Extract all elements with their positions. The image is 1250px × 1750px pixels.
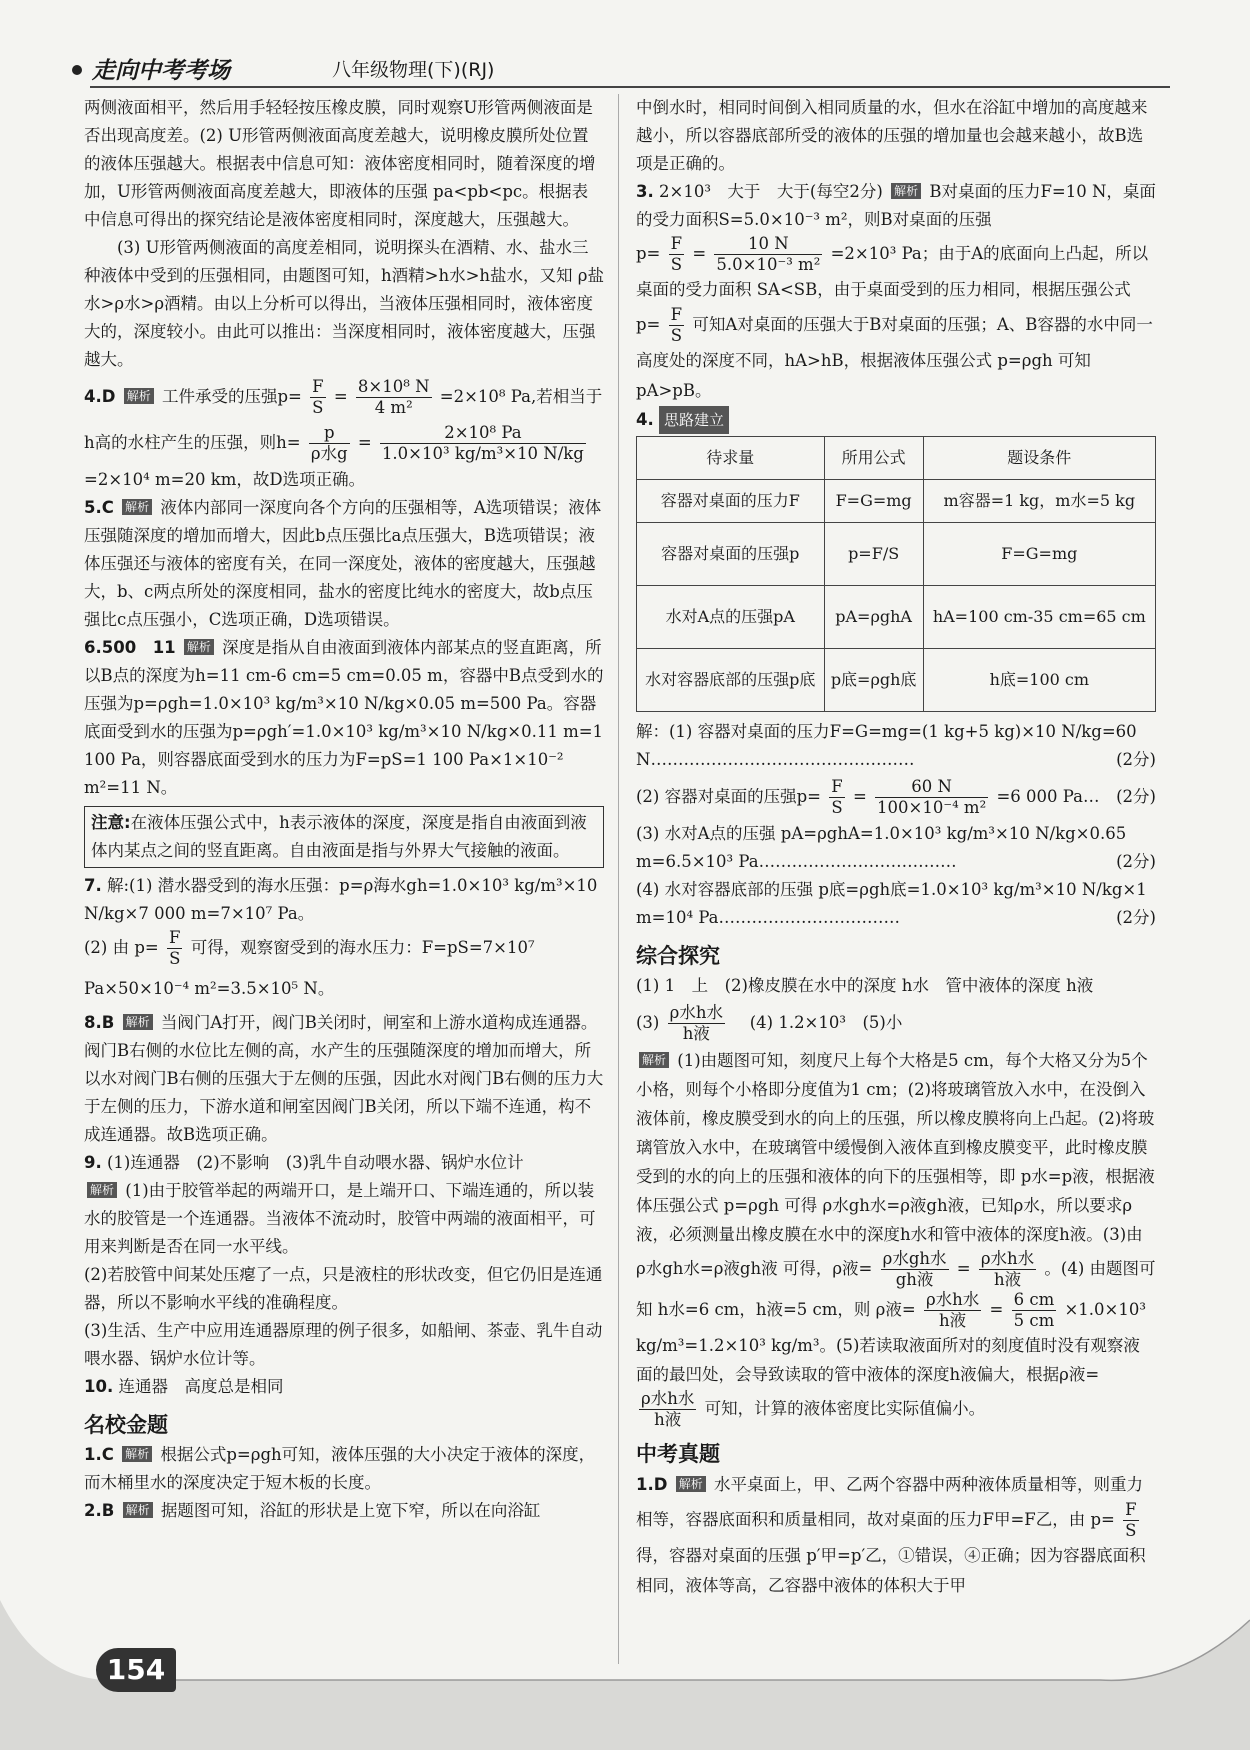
answer-4: [84, 374, 604, 420]
denominator: S: [831, 798, 843, 817]
answer-number: 9.: [84, 1153, 102, 1172]
answer-m3-cont: [636, 234, 1156, 406]
text: 可得，观察窗受到的海水压力：F=pS=7×10⁷ Pa×50×10⁻⁴ m²=3.5×10⁵ N。: [84, 938, 535, 998]
text: p=: [636, 244, 661, 263]
denominator: S: [1125, 1521, 1137, 1540]
text: 当阀门A打开，阀门B关闭时，闸室和上游水道构成连通器。阀门B右侧的水位比左侧的高，水产生的压强随深度的增加而增大，所以水对阀门B右侧的压强大于左侧的压强，因此水对阀门B右侧的压力大于左侧的压力，下游水道和闸室因阀门B关闭，所以下端不连通，构不成连通器。故B选项正确。: [84, 1013, 604, 1144]
paragraph: (1) 1 上 (2)橡皮膜在水中的深度 h水 管中液体的深度 h液: [636, 976, 1094, 995]
numerator: 10 N: [714, 234, 822, 255]
text: 连通器 高度总是相同: [118, 1377, 284, 1396]
page-header: [72, 52, 1172, 88]
table-row: [637, 649, 1156, 712]
fraction: [356, 377, 432, 418]
numerator: F: [1125, 1500, 1137, 1519]
answer-number: 5.C: [84, 498, 114, 517]
denominator: h液: [939, 1311, 967, 1330]
answer-8: [84, 1009, 604, 1149]
thinking-tag: 思路建立: [659, 406, 729, 434]
text: 根据公式p=ρgh可知，液体压强的大小决定于液体的深度，而木桶里水的深度决定于短木板的长度。: [84, 1445, 596, 1492]
denominator: gh液: [895, 1270, 934, 1289]
analysis-tag: 解析: [123, 1502, 153, 1518]
table-header: 所用公式: [824, 437, 923, 480]
text: ×1.0×10³ kg/m³=1.2×10³ kg/m³。(5)若读取液面所对的刻度值时没有观察液面的最凹处，会导致读取的管中液体的深度h液偏大，根据ρ液=: [636, 1300, 1146, 1384]
table-cell: pA=ρghA: [824, 586, 923, 649]
numerator: ρ水h水: [669, 1003, 723, 1022]
numerator: F: [831, 777, 843, 796]
answer-number: 2.B: [84, 1501, 115, 1520]
fraction: [639, 1389, 696, 1430]
text: (4) 水对容器底部的压强 p底=ρgh底=1.0×10³ kg/m³×10 N/kg×1 m=10⁴ Pa……………………………: [636, 880, 1147, 927]
answer-line: [636, 1000, 1156, 1046]
series-title: 走向中考考场: [92, 58, 230, 84]
denominator: S: [670, 326, 683, 345]
denominator: h液: [682, 1024, 710, 1043]
note-text: 在液体压强公式中，h表示液体的深度，深度是指自由液面到液体内某点之间的竖直距离。自由液面是指与外界大气接触的液面。: [91, 813, 587, 860]
left-column: [84, 94, 604, 1525]
table-cell: hA=100 cm-35 cm=65 cm: [923, 586, 1155, 649]
numerator: ρ水h水: [980, 1249, 1035, 1268]
table-row: [637, 523, 1156, 586]
text: (3) 水对A点的压强 pA=ρghA=1.0×10³ kg/m³×10 N/kg×0.65 m=6.5×10³ Pa………………………………: [636, 824, 1127, 871]
answer-m1: [84, 1441, 604, 1497]
answer-number: 7.: [84, 876, 102, 895]
solution-3: [636, 820, 1156, 876]
text: 得，容器对桌面的压强 p′甲=p′乙，①错误，④正确；因为容器底面积相同，液体等高，乙容器中液体的体积大于甲: [636, 1546, 1146, 1595]
fraction: [1012, 1290, 1057, 1331]
denominator: S: [312, 398, 324, 417]
table-cell: 容器对桌面的压力F: [637, 480, 825, 523]
numerator: F: [312, 377, 324, 396]
text: 2×10³ 大于 大于(每空2分): [659, 182, 883, 201]
solution-4: [636, 876, 1156, 932]
text: (1)连通器 (2)不影响 (3)乳牛自动喂水器、锅炉水位计: [107, 1153, 524, 1172]
text: 。(4) 由题图可知 h水=6 cm，h液=5 cm，则 ρ液=: [636, 1259, 1156, 1319]
table-cell: h底=100 cm: [923, 649, 1155, 712]
fraction: [668, 1003, 725, 1044]
fraction: [167, 928, 182, 969]
answer-7-cont: [84, 928, 604, 1009]
score: (2分): [1116, 750, 1156, 769]
paragraph: =2×10⁴ m=20 km，故D选项正确。: [84, 470, 366, 489]
answer-number: 4.D: [84, 387, 116, 406]
paragraph: 中倒水时，相同时间倒入相同质量的水，但水在浴缸中增加的高度越来越小，所以容器底部所受的液体的压强的增加量也会越来越小，故B选项是正确的。: [636, 98, 1148, 173]
table-row: [637, 586, 1156, 649]
text: =: [333, 387, 348, 406]
denominator: 4 m²: [374, 398, 413, 417]
section-heading: 中考真题: [636, 1442, 720, 1466]
analysis-tag: 解析: [124, 388, 154, 404]
column-divider: [618, 94, 619, 1664]
numerator: 2×10⁸ Pa: [380, 423, 586, 444]
answer-number: 3.: [636, 182, 654, 201]
numerator: ρ水h水: [641, 1389, 695, 1408]
numerator: ρ水gh水: [882, 1249, 947, 1268]
right-column: [636, 94, 1156, 1601]
section-heading: 名校金题: [84, 1413, 168, 1437]
table-cell: 水对A点的压强pA: [637, 586, 825, 649]
score: (2分): [1116, 908, 1156, 927]
denominator: S: [169, 949, 181, 968]
fraction: [309, 423, 350, 464]
answer-number: 1.C: [84, 1445, 114, 1464]
numerator: p: [309, 423, 350, 444]
text: (1)由题图可知，刻度尺上每个大格是5 cm，每个大格又分为5个小格，则每个小格即分度值为1 cm；(2)将玻璃管放入水中，在没倒入液体前，橡皮膜受到水的向上的压强，所以橡皮膜将向上凸起。(2)将玻璃管放入水中，在玻璃管中缓慢倒入液体直到橡皮膜变平，此时橡皮膜受到的水的向上的压强和液体的向下的压强相等，即 p水=p液，根据液体压强公式 p=ρgh 可得 ρ水gh水=ρ液gh液，已知ρ水，所以要求ρ液，必须测量出橡皮膜在水中的深度h水和管中液体的深度h液。(3)由 ρ水gh水=ρ液gh液 可得，ρ液=: [636, 1051, 1155, 1278]
denominator: h液: [654, 1410, 682, 1429]
analysis-tag: 解析: [123, 1014, 153, 1030]
table-cell: p=F/S: [824, 523, 923, 586]
fraction: [924, 1290, 981, 1331]
analysis-tag: 解析: [639, 1052, 669, 1068]
analysis-table: [636, 436, 1156, 712]
text: 解:(1) 潜水器受到的海水压强：p=ρ海水gh=1.0×10³ kg/m³×10 N/kg×7 000 m=7×10⁷ Pa。: [84, 876, 598, 923]
answer-9: [84, 1149, 604, 1177]
numerator: F: [670, 234, 683, 253]
table-row: [637, 480, 1156, 523]
analysis-tag: 解析: [891, 183, 921, 199]
text: =: [852, 787, 867, 806]
text: 液体内部同一深度向各个方向的压强相等，A选项错误；液体压强随深度的增加而增大，因此b点压强比a点压强大，B选项错误；液体压强还与液体的密度有关，在同一深度处，液体的密度越大，压强越大，b、c两点所处的深度相同，盐水的密度比纯水的密度大，故b点压强比c点压强小，C选项正确，D选项错误。: [84, 498, 602, 629]
numerator: 60 N: [875, 777, 988, 798]
text: =: [956, 1259, 971, 1278]
fraction: [875, 777, 988, 818]
answer-m2: [84, 1497, 604, 1525]
text: =: [989, 1300, 1004, 1319]
paragraph: (3) U形管两侧液面的高度差相同，说明探头在酒精、水、盐水三种液体中受到的压强相同，由题图可知，h酒精>h水>h盐水，又知 ρ盐水>ρ水>ρ酒精。由以上分析可以得出，当液体压强相同时，液体密度大的，深度较小。由此可以推出：当深度相同时，液体密度越大，压强越大。: [84, 238, 604, 369]
text: 解：(1) 容器对桌面的压力F=G=mg=(1 kg+5 kg)×10 N/kg=60 N…………………………………………: [636, 722, 1137, 769]
answer-number: 6.500 11: [84, 638, 176, 657]
paragraph: 两侧液面相平，然后用手轻轻按压橡皮膜，同时观察U形管两侧液面是否出现高度差。(2) U形管两侧液面高度差越大，说明橡皮膜所处位置的液体压强越大。根据表中信息可知：液体密度相同时，随着深度的增加，U形管两侧液面高度差越大，即液体的压强 pa<pb<pc。根据表中信息可得出的探究结论是液体密度相同时，深度越大，压强越大。: [84, 98, 596, 229]
text: (3): [636, 1013, 660, 1032]
numerator: F: [670, 305, 683, 324]
text: =6 000 Pa…: [996, 787, 1100, 806]
subject-title: 八年级物理(下)(RJ): [332, 59, 495, 81]
page-curl-decoration: [0, 1560, 1250, 1750]
note-label: 注意:: [91, 813, 131, 832]
text: =2×10⁸ Pa,若相当于: [439, 387, 603, 406]
fraction: [669, 305, 684, 346]
analysis-paragraph: [636, 1046, 1156, 1430]
answer-number: 4.: [636, 410, 654, 429]
analysis-tag: 解析: [122, 1446, 152, 1462]
bullet-icon: [72, 65, 82, 75]
answer-10: [84, 1373, 604, 1401]
answer-number: 1.D: [636, 1475, 668, 1494]
paragraph: (2)若胶管中间某处压瘪了一点，只是液柱的形状改变，但它仍旧是连通器，所以不影响水平线的准确程度。: [84, 1265, 603, 1312]
answer-4-cont: [84, 420, 604, 466]
text: h高的水柱产生的压强，则h=: [84, 433, 301, 452]
score: (2分): [1116, 852, 1156, 871]
answer-6: [84, 634, 604, 802]
text: (2) 容器对桌面的压强p=: [636, 787, 822, 806]
denominator: 1.0×10³ kg/m³×10 N/kg: [381, 444, 584, 463]
answer-9-analysis: [84, 1177, 604, 1261]
denominator: 5 cm: [1013, 1311, 1055, 1330]
analysis-tag: 解析: [184, 639, 214, 655]
answer-m3: [636, 178, 1156, 234]
text: 可知A对桌面的压强大于B对桌面的压强；A、B容器的水中同一高度处的深度不同，hA>hB，根据液体压强公式 p=ρgh 可知 pA>pB。: [636, 315, 1153, 400]
page-number: 154: [96, 1648, 176, 1692]
fraction: [829, 777, 844, 818]
numerator: 8×10⁸ N: [357, 377, 430, 396]
text: =2×10³ Pa；由于A的底面向上凸起，所以桌面的受力面积 SA<SB，由于桌面受到的压力相同，根据压强公式 p=: [636, 244, 1149, 334]
denominator: 100×10⁻⁴ m²: [877, 798, 987, 817]
text: (2) 由 p=: [84, 938, 159, 957]
fraction: [714, 234, 822, 275]
numerator: F: [169, 928, 181, 947]
table-cell: p底=ρgh底: [824, 649, 923, 712]
paragraph: (3)生活、生产中应用连通器原理的例子很多，如船闸、茶壶、乳牛自动喂水器、锅炉水位计等。: [84, 1321, 603, 1368]
answer-m4: [636, 406, 1156, 434]
table-cell: m容器=1 kg，m水=5 kg: [923, 480, 1155, 523]
text: (1)由于胶管举起的两端开口，是上端开口、下端连通的，所以装水的胶管是一个连通器。当液体不流动时，胶管中两端的液面相平，可用来判断是否在同一水平线。: [84, 1181, 596, 1256]
analysis-tag: 解析: [87, 1182, 117, 1198]
denominator: ρ水g: [310, 444, 348, 463]
answer-number: 10.: [84, 1377, 114, 1396]
text: 深度是指从自由液面到液体内部某点的竖直距离，所以B点的深度为h=11 cm-6 cm=5 cm=0.05 m，容器中B点受到水的压强为p=ρgh=1.0×10³ kg/m³×10 N/kg×0.05 m=500 Pa。容器底面受到水的压强为p=ρgh′=1.0×10³ kg/m³×10 N/kg×0.11 m=1 100 Pa，则容器底面受到水的压力为F=pS=1 100 Pa×1×10⁻² m²=11 N。: [84, 638, 604, 797]
denominator: 5.0×10⁻³ m²: [716, 255, 821, 274]
text: (4) 1.2×10³ (5)小: [733, 1013, 903, 1032]
analysis-tag: 解析: [676, 1476, 706, 1492]
header-rule: [90, 86, 1170, 88]
section-heading: 综合探究: [636, 944, 720, 968]
answer-number: 8.B: [84, 1013, 115, 1032]
fraction: [979, 1249, 1036, 1290]
solution-1: [636, 718, 1156, 774]
table-cell: 容器对桌面的压强p: [637, 523, 825, 586]
table-header: 待求量: [637, 437, 825, 480]
fraction: [310, 377, 325, 418]
text: 水平桌面上，甲、乙两个容器中两种液体质量相等，则重力相等，容器底面积和质量相同，故对桌面的压力F甲=F乙，由 p=: [636, 1475, 1143, 1529]
fraction: [881, 1249, 949, 1290]
table-header-row: [637, 437, 1156, 480]
answer-7: [84, 872, 604, 928]
text: 据题图可知，浴缸的形状是上宽下窄，所以在向浴缸: [160, 1501, 541, 1520]
fraction: [380, 423, 586, 464]
table-cell: F=G=mg: [923, 523, 1155, 586]
text: B对桌面的压力F=10 N，桌面的受力面积S=5.0×10⁻³ m²，则B对桌面的压强: [636, 182, 1156, 229]
fraction: [1123, 1500, 1138, 1541]
numerator: 6 cm: [1013, 1290, 1055, 1309]
answer-5: [84, 494, 604, 634]
table-header: 题设条件: [923, 437, 1155, 480]
text: =: [357, 433, 372, 452]
fraction: [669, 234, 684, 275]
text: 可知，计算的液体密度比实际值偏小。: [704, 1399, 986, 1418]
analysis-tag: 解析: [122, 499, 152, 515]
denominator: h液: [993, 1270, 1022, 1289]
table-cell: 水对容器底部的压强p底: [637, 649, 825, 712]
score: (2分): [1116, 787, 1156, 806]
text: 工件承受的压强p=: [161, 387, 302, 406]
text: =: [692, 244, 707, 263]
note-box: [84, 806, 604, 868]
solution-2: [636, 774, 1156, 820]
denominator: S: [670, 255, 683, 274]
table-cell: F=G=mg: [824, 480, 923, 523]
numerator: ρ水h水: [925, 1290, 980, 1309]
